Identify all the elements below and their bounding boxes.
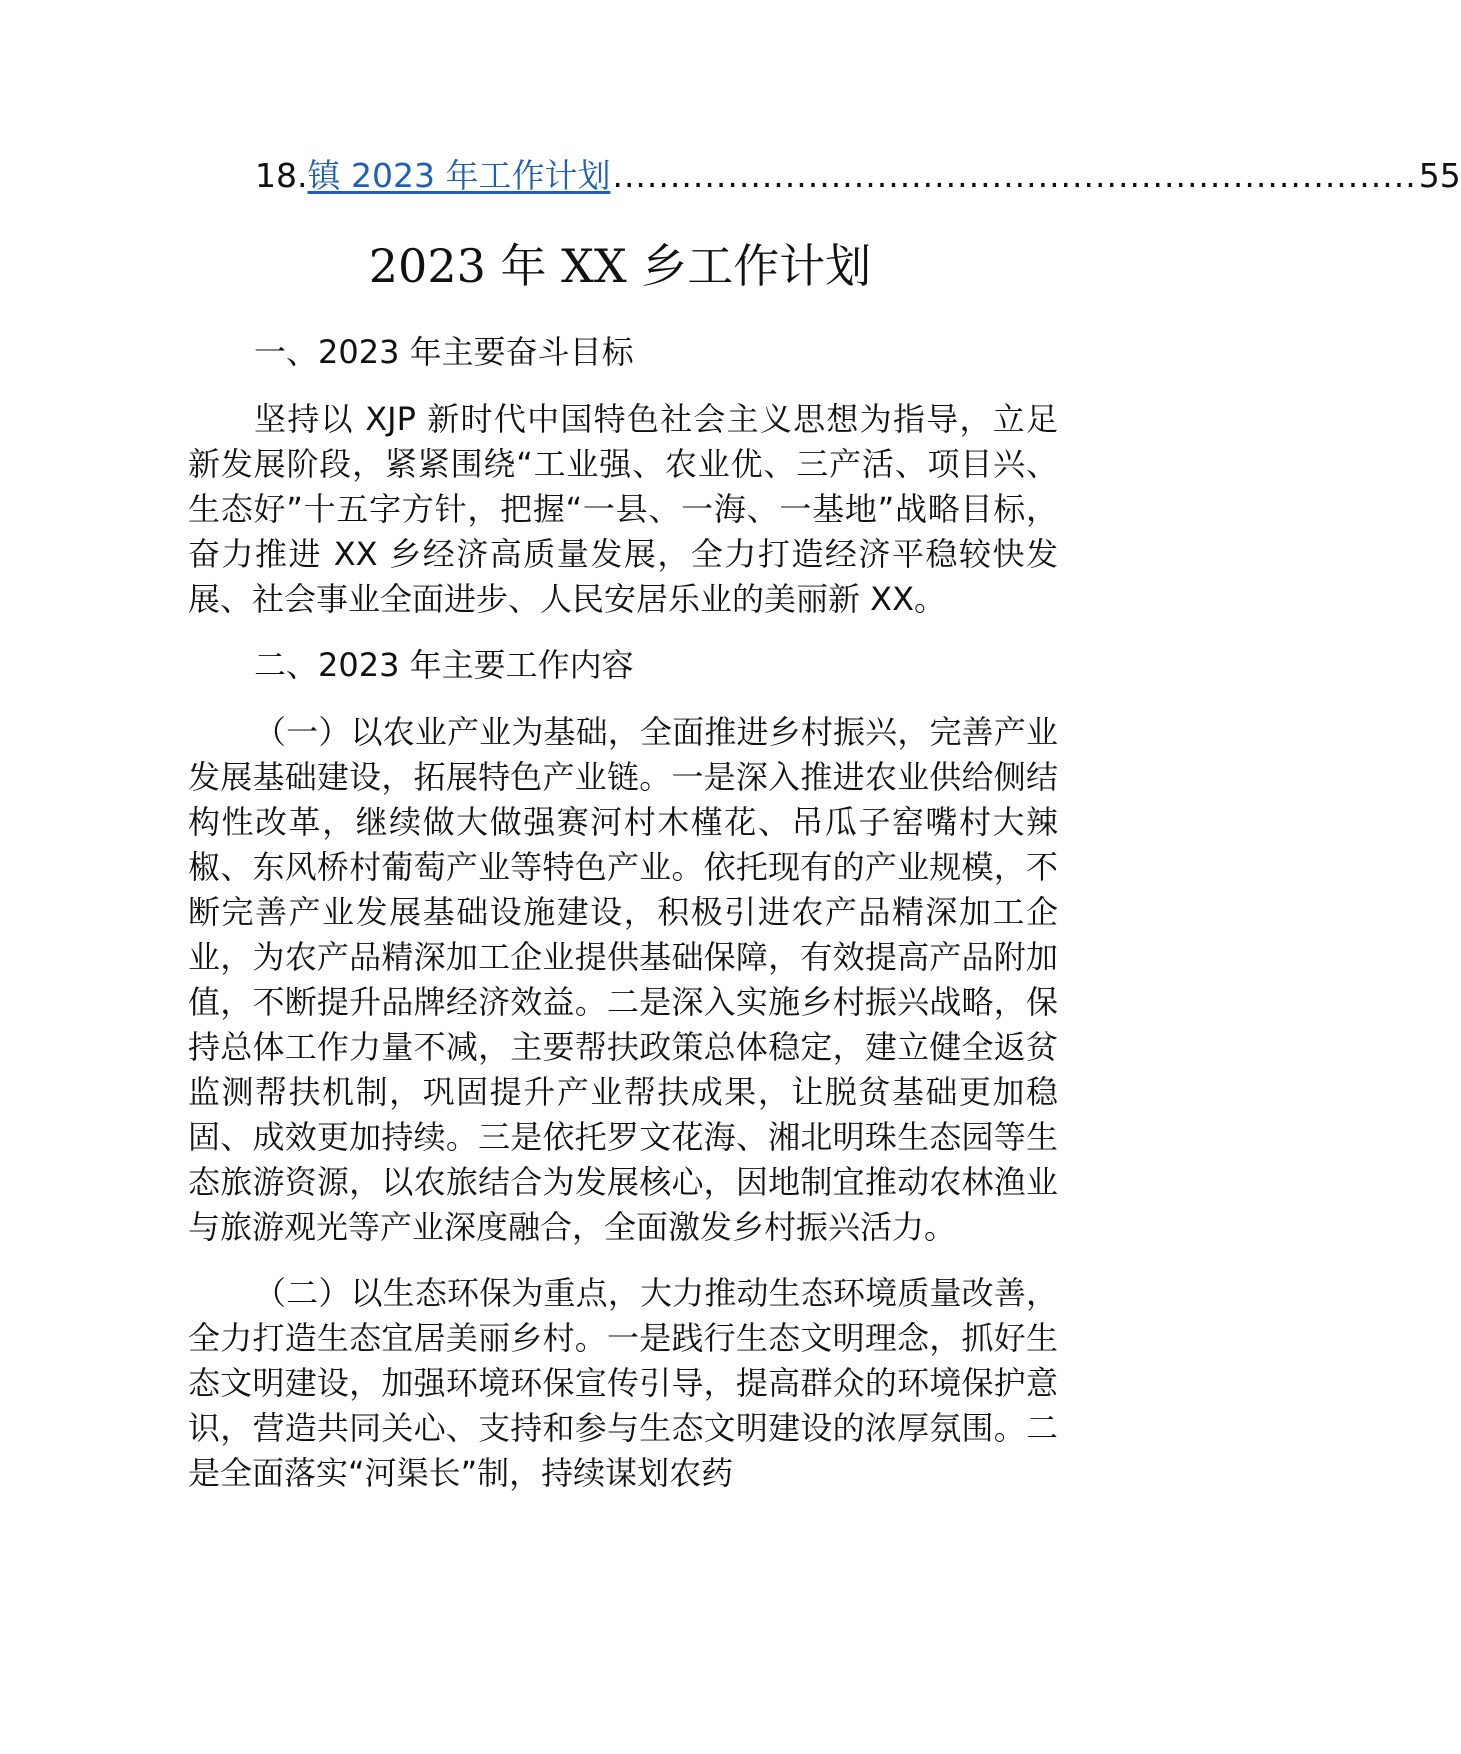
section-heading-work: 二、2023 年主要工作内容	[254, 646, 634, 684]
paragraph-agriculture: （一）以农业产业为基础，全面推进乡村振兴，完善产业发展基础建设，拓展特色产业链。一是深入推进农业供给侧结构性改革，继续做大做强赛河村木槿花、吊瓜子窑嘴村大辣椒、东风桥村葡萄产业等特色产业。依托现有的产业规模，不断完善产业发展基础设施建设，积极引进农产品精深加工企业，为农产品精深加工企业提供基础保障，有效提高产品附加值，不断提升品牌经济效益。二是深入实施乡村振兴战略，保持总体工作力量不减，主要帮扶政策总体稳定，建立健全返贫监测帮扶机制，巩固提升产业帮扶成果，让脱贫基础更加稳固、成效更加持续。三是依托罗文花海、湘北明珠生态园等生态旅游资源，以农旅结合为发展核心，因地制宜推动农林渔业与旅游观光等产业深度融合，全面激发乡村振兴活力。	[188, 713, 1058, 1246]
toc-leader-dots: ......................................................................	[612, 156, 1417, 195]
section-heading-goals: 一、2023 年主要奋斗目标	[254, 333, 634, 371]
paragraph-ecology: （二）以生态环保为重点，大力推动生态环境质量改善，全力打造生态宜居美丽乡村。一是践行生态文明理念，抓好生态文明建设，加强环境环保宣传引导，提高群众的环境保护意识，营造共同关心、支持和参与生态文明建设的浓厚氛围。二是全面落实“河渠长”制，持续谋划农药	[188, 1274, 1058, 1492]
toc-entry	[255, 152, 1461, 200]
toc-entry-number: 18.	[255, 156, 308, 195]
paragraph-goals: 坚持以 XJP 新时代中国特色社会主义思想为指导，立足新发展阶段，紧紧围绕“工业强、农业优、三产活、项目兴、生态好”十五字方针，把握“一县、一海、一基地”战略目标，奋力推进 XX 乡经济高质量发展，全力打造经济平稳较快发展、社会事业全面进步、人民安居乐业的美丽新 XX。	[188, 400, 1058, 618]
document-body	[188, 330, 1058, 1517]
toc-entry-link[interactable]: 镇 2023 年工作计划	[307, 156, 611, 195]
document-title: 2023 年 XX 乡工作计划	[368, 239, 872, 293]
toc-page-number: 55	[1418, 156, 1461, 195]
